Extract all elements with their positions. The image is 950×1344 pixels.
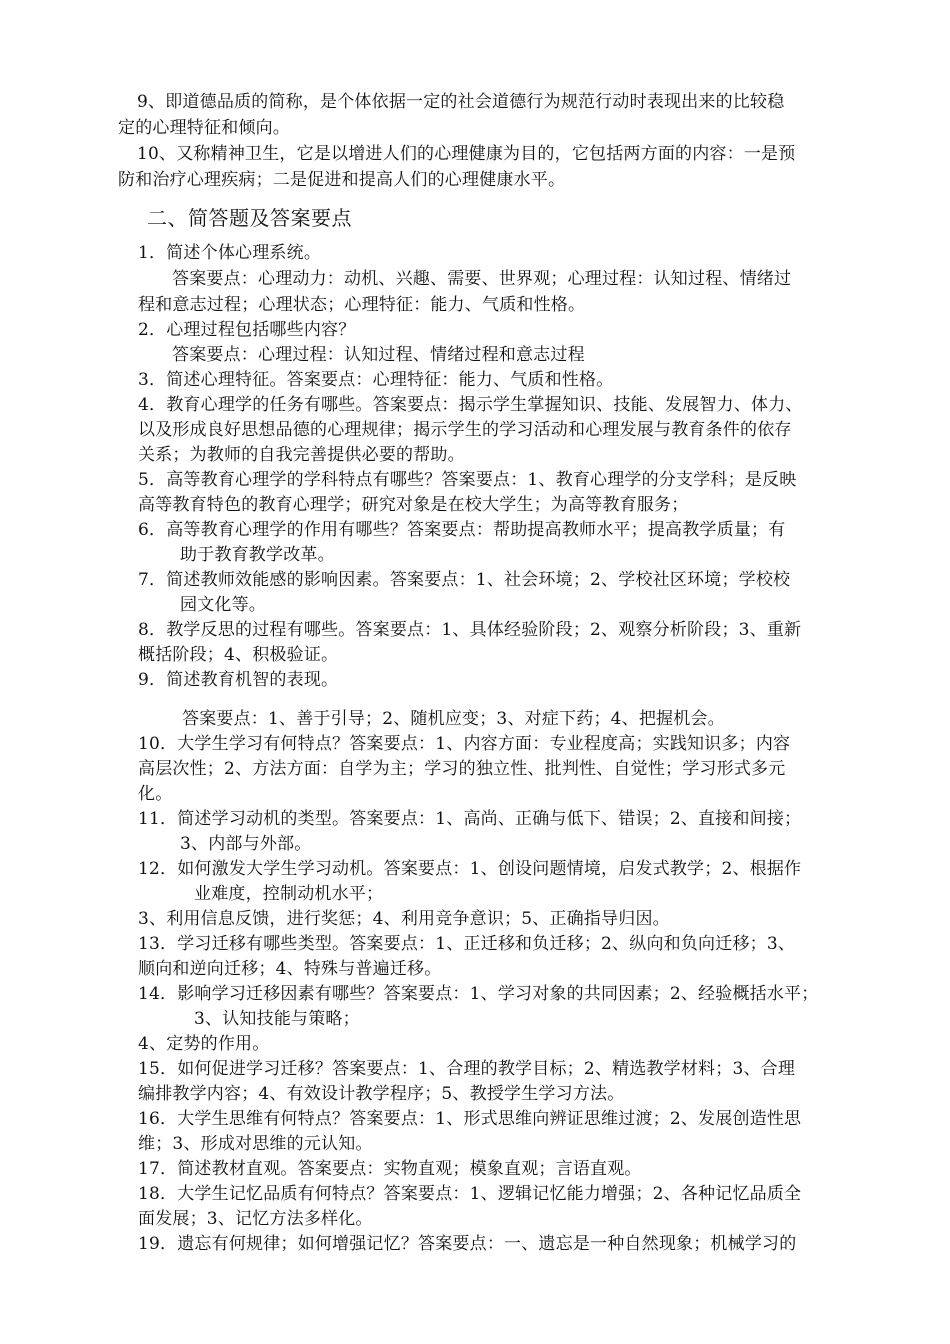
- qa-line: 答案要点：心理动力：动机、兴趣、需要、世界观；心理过程：认知过程、情绪过: [172, 269, 792, 289]
- qa-line: 18．大学生记忆品质有何特点？答案要点：1、逻辑记忆能力增强；2、各种记忆品质全: [138, 1184, 802, 1204]
- qa-line: 编排教学内容；4、有效设计教学程序；5、教授学生学习方法。: [138, 1084, 625, 1104]
- intro-line: 定的心理特征和倾向。: [118, 118, 290, 138]
- qa-line: 16．大学生思维有何特点？答案要点：1、形式思维向辨证思维过渡；2、发展创造性思: [138, 1109, 802, 1129]
- qa-line: 业难度，控制动机水平；: [194, 884, 384, 904]
- qa-line: 园文化等。: [180, 595, 266, 615]
- qa-line: 3、内部与外部。: [180, 834, 312, 854]
- qa-line: 2．心理过程包括哪些内容？: [138, 320, 356, 340]
- qa-line: 面发展；3、记忆方法多样化。: [138, 1209, 373, 1229]
- qa-line: 答案要点：心理过程：认知过程、情绪过程和意志过程: [172, 345, 585, 365]
- qa-line: 12．如何激发大学生学习动机。答案要点：1、创设问题情境，启发式教学；2、根据作: [138, 859, 802, 879]
- qa-line: 17．简述教材直观。答案要点：实物直观；模象直观；言语直观。: [138, 1159, 642, 1179]
- qa-line: 14．影响学习迁移因素有哪些？答案要点：1、学习对象的共同因素；2、经验概括水平；: [138, 984, 819, 1004]
- qa-line: 高等教育特色的教育心理学；研究对象是在校大学生；为高等教育服务；: [138, 495, 689, 515]
- qa-line: 4．教育心理学的任务有哪些。答案要点：揭示学生掌握知识、技能、发展智力、体力、: [138, 395, 803, 415]
- qa-line: 19．遗忘有何规律；如何增强记忆？答案要点：一、遗忘是一种自然现象；机械学习的: [138, 1234, 797, 1254]
- qa-line: 3．简述心理特征。答案要点：心理特征：能力、气质和性格。: [138, 370, 614, 390]
- qa-line: 顺向和逆向迁移；4、特殊与普遍迁移。: [138, 959, 442, 979]
- qa-line: 以及形成良好思想品德的心理规律；揭示学生的学习活动和心理发展与教育条件的依存: [138, 420, 792, 440]
- qa-line: 7．简述教师效能感的影响因素。答案要点：1、社会环境；2、学校社区环境；学校校: [138, 570, 791, 590]
- qa-line: 关系；为教师的自我完善提供必要的帮助。: [138, 445, 465, 465]
- intro-line: 防和治疗心理疾病；二是促进和提高人们的心理健康水平。: [118, 170, 566, 190]
- intro-line: 10、又称精神卫生，它是以增进人们的心理健康为目的，它包括两方面的内容：一是预: [137, 144, 796, 164]
- qa-line: 高层次性；2、方法方面：自学为主；学习的独立性、批判性、自觉性；学习形式多元: [138, 759, 786, 779]
- qa-line: 10．大学生学习有何特点？答案要点：1、内容方面：专业程度高；实践知识多；内容: [138, 734, 791, 754]
- qa-line: 助于教育教学改革。: [180, 545, 335, 565]
- section-heading: 二、简答题及答案要点: [147, 206, 352, 230]
- qa-line: 15．如何促进学习迁移？答案要点：1、合理的教学目标；2、精选教学材料；3、合理: [138, 1059, 796, 1079]
- qa-line: 程和意志过程；心理状态；心理特征：能力、气质和性格。: [138, 295, 586, 315]
- qa-line: 3、认知技能与策略；: [194, 1009, 360, 1029]
- qa-line: 8．教学反思的过程有哪些。答案要点：1、具体经验阶段；2、观察分析阶段；3、重新: [138, 620, 802, 640]
- qa-line: 化。: [138, 784, 173, 804]
- intro-line: 9、即道德品质的简称，是个体依据一定的社会道德行为规范行动时表现出来的比较稳: [137, 92, 785, 112]
- qa-line: 9．简述教育机智的表现。: [138, 670, 339, 690]
- qa-line: 概括阶段；4、积极验证。: [138, 645, 339, 665]
- qa-line: 11．简述学习动机的类型。答案要点：1、高尚、正确与低下、错误；2、直接和间接；: [138, 809, 802, 829]
- qa-line: 1．简述个体心理系统。: [138, 243, 322, 263]
- qa-line: 答案要点：1、善于引导；2、随机应变；3、对症下药；4、把握机会。: [182, 709, 725, 729]
- qa-line: 3、利用信息反馈，进行奖惩；4、利用竞争意识；5、正确指导归因。: [138, 909, 670, 929]
- qa-line: 维；3、形成对思维的元认知。: [138, 1134, 373, 1154]
- qa-line: 6．高等教育心理学的作用有哪些？答案要点：帮助提高教师水平；提高教学质量；有: [138, 520, 786, 540]
- qa-line: 13．学习迁移有哪些类型。答案要点：1、正迁移和负迁移；2、纵向和负向迁移；3、: [138, 934, 796, 954]
- qa-line: 5．高等教育心理学的学科特点有哪些？答案要点：1、教育心理学的分支学科；是反映: [138, 470, 797, 490]
- qa-line: 4、定势的作用。: [138, 1034, 270, 1054]
